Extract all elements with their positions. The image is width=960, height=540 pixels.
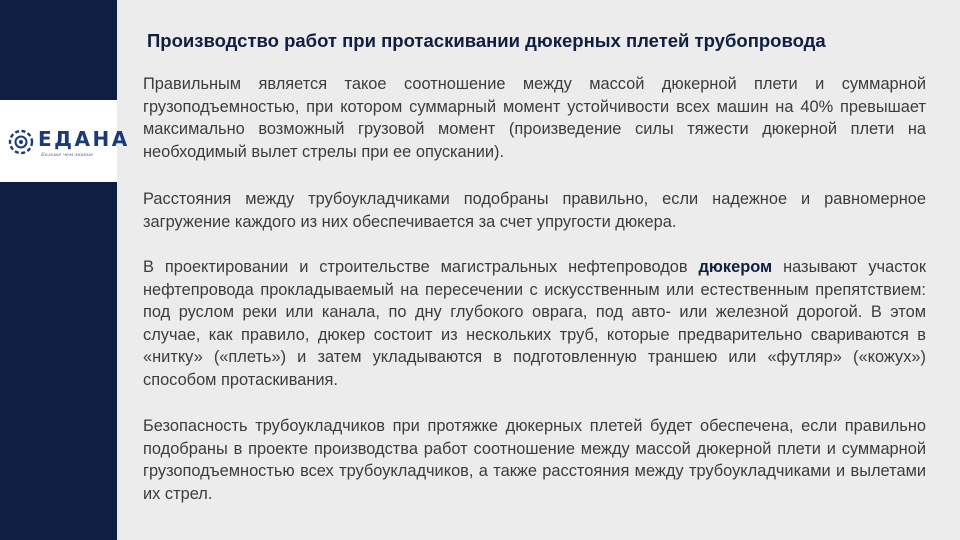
company-logo	[0, 100, 130, 182]
left-sidebar	[0, 0, 117, 540]
slide-title: Производство работ при протаскивании дюкерных плетей трубопровода	[147, 30, 826, 51]
definition-text-before: В проектировании и строительстве магистральных нефтепроводов	[143, 258, 699, 276]
definition-text-after: называют участок нефтепровода прокладываемый на пересечении с искусственным или естественным препятствием: под руслом реки или канала, по дну глубокого оврага, под авто- или железной дорогой. В этом случае, как правило, дюкер состоит из нескольких труб, которые предварительно свариваются в «нитку» («плеть») и затем укладываются в подготовленную траншею или «футляр» («кожух») способом протаскивания.	[143, 258, 926, 389]
paragraph-duker-definition	[143, 256, 926, 391]
logo-slogan: Больше чем знание	[41, 152, 94, 158]
paragraph-safety: Безопасность трубоукладчиков при протяжке дюкерных плетей будет обеспечена, если правильно подобраны в проекте производства работ соотношение между массой дюкерной плети и суммарной грузоподъемностью всех трубоукладчиков, а также расстояния между трубоукладчиками и вылетами их стрел.	[143, 417, 926, 503]
logo-emblem-icon	[4, 127, 38, 157]
defined-term: дюкером	[698, 258, 773, 276]
paragraph-load-ratio: Правильным является такое соотношение между массой дюкерной плети и суммарной грузоподъемностью, при котором суммарный момент устойчивости всех машин на 40% превышает максимально возможный грузовой момент (произведение силы тяжести дюкерной плети на необходимый вылет стрелы при ее опускании).	[143, 75, 926, 161]
paragraph-pipelayer-spacing: Расстояния между трубоукладчиками подобраны правильно, если надежное и равномерное загружение каждого из них обеспечивается за счет упругости дюкера.	[143, 190, 926, 231]
slide-content	[117, 0, 960, 540]
logo-name: ЕДАНА	[38, 127, 130, 151]
